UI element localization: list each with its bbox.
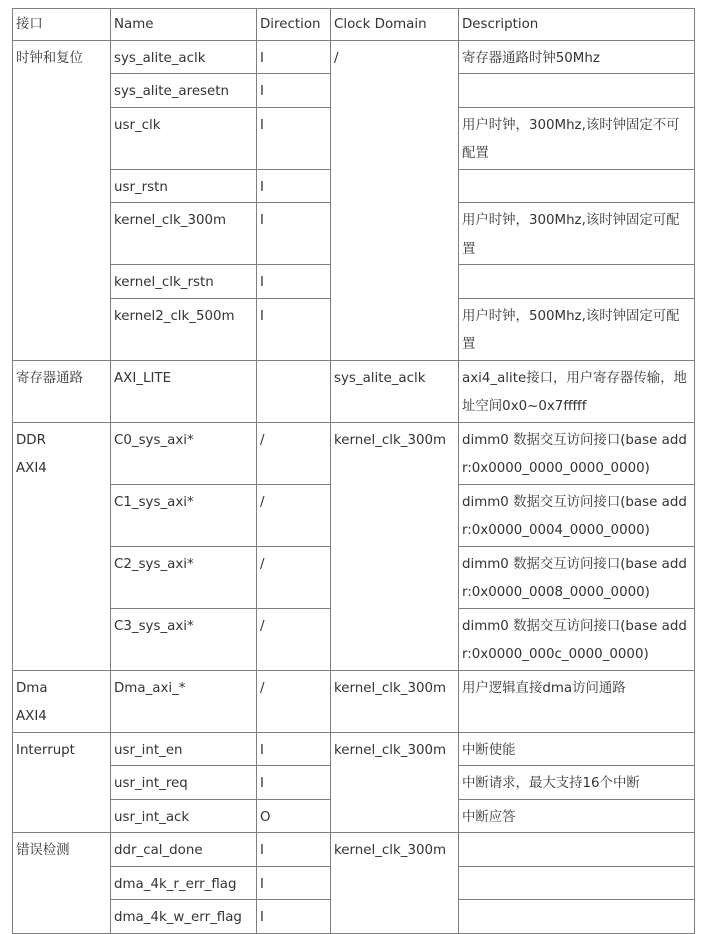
interface-line: Dma: [16, 680, 48, 696]
header-description: Description: [459, 9, 695, 41]
signal-name: usr_int_ack: [111, 799, 257, 833]
signal-description: [459, 866, 695, 900]
signal-description: dimm0 数据交互访问接口(base addr:0x0000_0004_0000_0000): [459, 484, 695, 546]
signal-description: [459, 833, 695, 867]
signal-name: ddr_cal_done: [111, 833, 257, 867]
signal-description: 寄存器通路时钟50Mhz: [459, 40, 695, 74]
signal-direction: [257, 360, 331, 422]
signal-direction: I: [257, 833, 331, 867]
signal-direction: I: [257, 766, 331, 800]
table-row: [13, 732, 695, 766]
interface-cell: 寄存器通路: [13, 360, 111, 422]
table-row: [13, 422, 695, 484]
signal-direction: I: [257, 866, 331, 900]
signal-name: usr_int_en: [111, 732, 257, 766]
signal-direction: /: [257, 670, 331, 732]
interface-cell: 错误检测: [13, 833, 111, 934]
signal-name: kernel_clk_300m: [111, 203, 257, 265]
signal-name: AXI_LITE: [111, 360, 257, 422]
signal-description: 用户时钟，300Mhz,该时钟固定可配置: [459, 203, 695, 265]
signal-description: 用户逻辑直接dma访问通路: [459, 670, 695, 732]
table-row: [13, 670, 695, 732]
signal-description: 中断请求，最大支持16个中断: [459, 766, 695, 800]
signal-name: C2_sys_axi*: [111, 546, 257, 608]
signal-direction: I: [257, 732, 331, 766]
interface-cell: [13, 670, 111, 732]
signal-name: C0_sys_axi*: [111, 422, 257, 484]
signal-name: usr_rstn: [111, 169, 257, 203]
signal-direction: /: [257, 608, 331, 670]
clock-domain-cell: kernel_clk_300m: [331, 732, 459, 833]
signal-direction: I: [257, 265, 331, 299]
interface-cell: [13, 422, 111, 670]
signal-description: 用户时钟，500Mhz,该时钟固定可配置: [459, 298, 695, 360]
signal-direction: I: [257, 107, 331, 169]
interface-cell: Interrupt: [13, 732, 111, 833]
signal-description: 中断应答: [459, 799, 695, 833]
header-row: [13, 9, 695, 41]
signal-description: dimm0 数据交互访问接口(base addr:0x0000_000c_0000_0000): [459, 608, 695, 670]
header-interface: 接口: [13, 9, 111, 41]
signal-description: [459, 74, 695, 108]
signal-direction: /: [257, 422, 331, 484]
signal-name: kernel2_clk_500m: [111, 298, 257, 360]
signal-description: dimm0 数据交互访问接口(base addr:0x0000_0008_0000_0000): [459, 546, 695, 608]
clock-domain-cell: kernel_clk_300m: [331, 670, 459, 732]
signal-direction: I: [257, 900, 331, 934]
signal-direction: I: [257, 203, 331, 265]
clock-domain-cell: kernel_clk_300m: [331, 833, 459, 934]
signal-direction: I: [257, 40, 331, 74]
signal-description: [459, 265, 695, 299]
signal-description: [459, 169, 695, 203]
signal-description: axi4_alite接口，用户寄存器传输，地址空间0x0~0x7fffff: [459, 360, 695, 422]
signal-name: usr_int_req: [111, 766, 257, 800]
signal-direction: I: [257, 169, 331, 203]
signal-direction: O: [257, 799, 331, 833]
signal-description: dimm0 数据交互访问接口(base addr:0x0000_0000_0000_0000): [459, 422, 695, 484]
table-row: [13, 833, 695, 867]
interface-line: AXI4: [16, 461, 47, 476]
header-clock-domain: Clock Domain: [331, 9, 459, 41]
clock-domain-cell: /: [331, 40, 459, 360]
clock-domain-cell: kernel_clk_300m: [331, 422, 459, 670]
table-row: [13, 40, 695, 74]
signal-direction: I: [257, 298, 331, 360]
signal-description: 中断使能: [459, 732, 695, 766]
signal-name: sys_alite_aclk: [111, 40, 257, 74]
signal-name: dma_4k_w_err_flag: [111, 900, 257, 934]
signal-description: 用户时钟，300Mhz,该时钟固定不可配置: [459, 107, 695, 169]
interface-cell: 时钟和复位: [13, 40, 111, 360]
table-row: [13, 360, 695, 422]
signal-name: dma_4k_r_err_flag: [111, 866, 257, 900]
signal-description: [459, 900, 695, 934]
interface-spec-table: [12, 8, 695, 934]
signal-name: usr_clk: [111, 107, 257, 169]
clock-domain-cell: sys_alite_aclk: [331, 360, 459, 422]
signal-name: Dma_axi_*: [111, 670, 257, 732]
table-container: [12, 8, 695, 934]
signal-direction: I: [257, 74, 331, 108]
signal-direction: /: [257, 546, 331, 608]
signal-name: kernel_clk_rstn: [111, 265, 257, 299]
signal-direction: /: [257, 484, 331, 546]
header-direction: Direction: [257, 9, 331, 41]
interface-line: AXI4: [16, 709, 47, 724]
signal-name: C1_sys_axi*: [111, 484, 257, 546]
interface-line: DDR: [16, 432, 46, 448]
signal-name: C3_sys_axi*: [111, 608, 257, 670]
header-name: Name: [111, 9, 257, 41]
signal-name: sys_alite_aresetn: [111, 74, 257, 108]
